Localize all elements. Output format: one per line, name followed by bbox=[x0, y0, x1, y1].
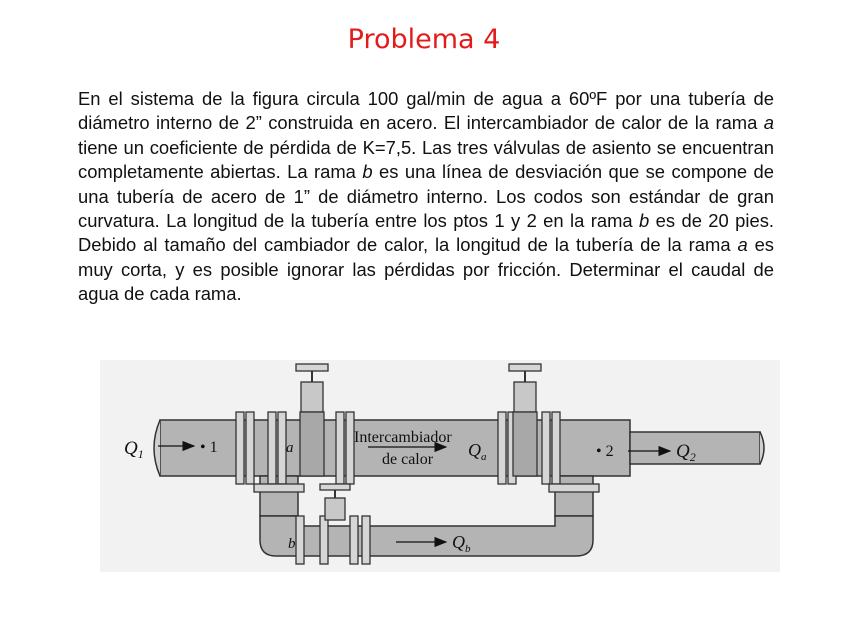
pipe-system-figure bbox=[100, 360, 780, 572]
qa-label: $Q_a$ bbox=[468, 440, 487, 463]
branch-a-ref: a bbox=[737, 234, 748, 256]
text-part-5: es muy corta, y es posible ignorar las pérdidas por fricción. Determinar el caudal de agua de cada rama. bbox=[78, 234, 774, 305]
exchanger-label-line1: Intercambiador bbox=[354, 429, 452, 446]
text-part-2: tiene un coeficiente de pérdida de K=7,5. Las tres válvulas de asiento se encuentran completamente abiertas. La rama bbox=[78, 136, 774, 183]
exchanger-label-line2: de calor bbox=[382, 451, 434, 468]
qb-label: $Q_b$ bbox=[452, 532, 471, 555]
slide-title: Problema 4 bbox=[347, 24, 501, 55]
branch-a-label: a bbox=[286, 440, 294, 456]
text-part-1: En el sistema de la figura circula 100 gal/min de agua a 60ºF por una tubería de diámetro interno de 2” construida en acero. El intercambiador de calor de la rama bbox=[78, 88, 774, 134]
branch-a-ref: a bbox=[763, 112, 774, 134]
problem-statement bbox=[78, 87, 774, 307]
globe-valve-b bbox=[320, 484, 350, 520]
q2-label: $Q_2$ bbox=[676, 441, 696, 464]
pipe-diagram bbox=[100, 360, 780, 572]
point-2-label: • 2 bbox=[596, 443, 614, 460]
text-part-4: es de 20 pies. Debido al tamaño del cambiador de calor, la longitud de la tubería de la rama bbox=[78, 210, 775, 256]
branch-b-ref: b bbox=[362, 161, 373, 183]
branch-b-ref: b bbox=[639, 210, 650, 232]
q1-label: $Q_1$ bbox=[124, 438, 144, 461]
branch-b-label: b bbox=[288, 536, 296, 552]
bypass-riser-right bbox=[555, 476, 593, 516]
point-1-label: • 1 bbox=[200, 439, 218, 456]
text-part-3: es una línea de desviación que se compone de una tubería de acero de 1” de diámetro interno. Los codos son estándar de gran curvatura. La longitud de la tubería entre los ptos 1 y 2 en la rama bbox=[78, 161, 774, 232]
